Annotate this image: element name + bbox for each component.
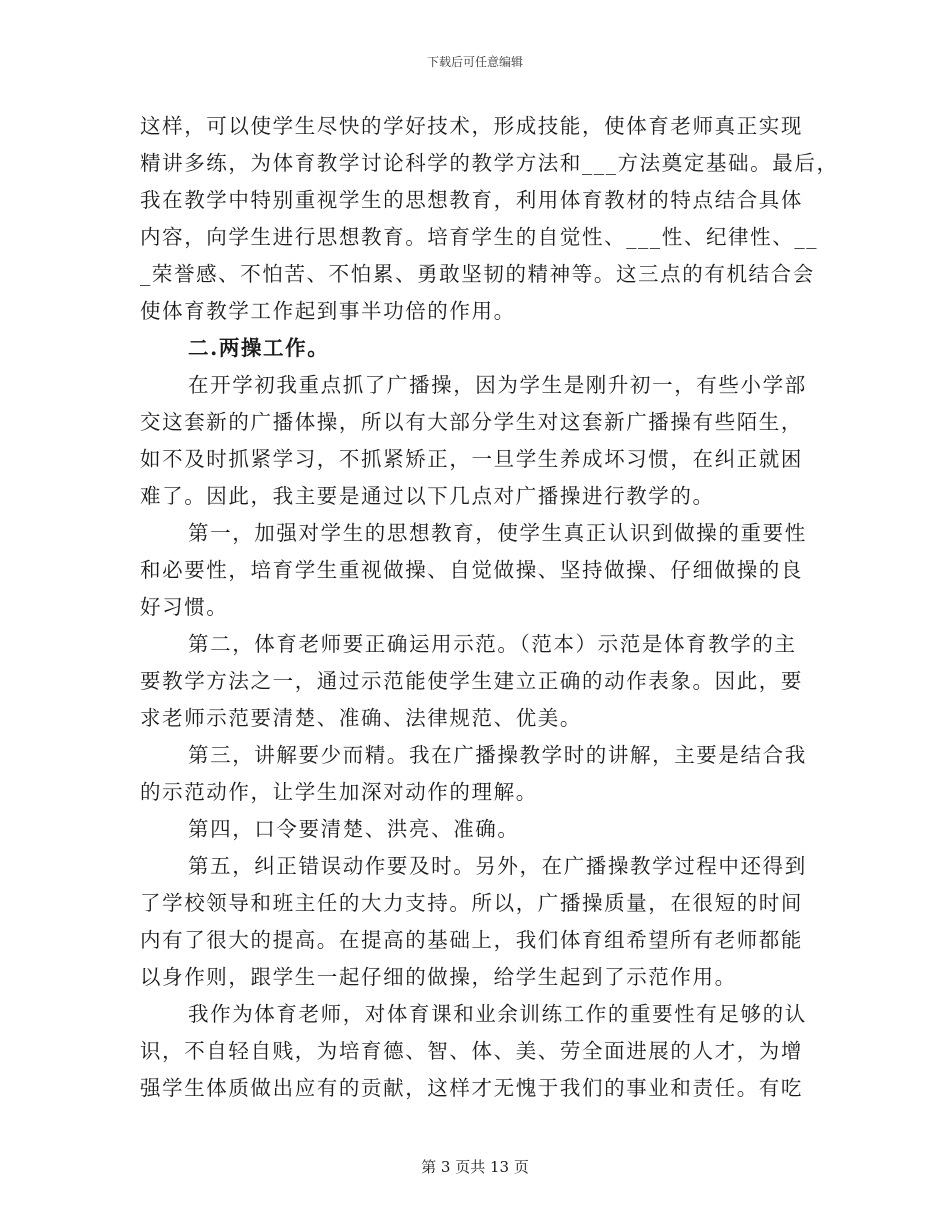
body-line: 如不及时抓紧学习，不抓紧矫正，一旦学生养成坏习惯，在纠正就困 [140, 447, 803, 471]
body-line: 第五，纠正错误动作要及时。另外，在广播操教学过程中还得到 [188, 854, 807, 878]
body-line: 我在教学中特别重视学生的思想教育，利用体育教材的特点结合具体 [140, 188, 803, 212]
body-line: 强学生体质做出应有的贡献，这样才无愧于我们的事业和责任。有吃 [140, 1076, 803, 1100]
body-line: 内有了很大的提高。在提高的基础上，我们体育组希望所有老师都能 [140, 928, 803, 952]
body-line: 第一，加强对学生的思想教育，使学生真正认识到做操的重要性 [188, 521, 807, 545]
body-line: 第二，体育老师要正确运用示范。（范本）示范是体育教学的主 [188, 632, 797, 656]
body-line: 在开学初我重点抓了广播操，因为学生是刚升初一，有些小学部 [188, 373, 807, 397]
page-header: 下载后可任意编辑 [426, 55, 523, 69]
body-line: 以身作则，跟学生一起仔细的做操，给学生起到了示范作用。 [140, 965, 737, 989]
section-heading: 二.两操工作。 [188, 336, 330, 360]
body-line: 的示范动作，让学生加深对动作的理解。 [140, 780, 538, 804]
body-line: 第三，讲解要少而精。我在广播操教学时的讲解，主要是结合我 [188, 743, 807, 767]
page-number: 第 3 页共 13 页 [421, 1158, 529, 1176]
body-line: 第四，口令要清楚、洪亮、准确。 [188, 817, 520, 841]
body-line: 要教学方法之一，通过示范能使学生建立正确的动作表象。因此，要 [140, 669, 803, 693]
body-line: 交这套新的广播体操，所以有大部分学生对这套新广播操有些陌生， [140, 410, 803, 434]
body-line: 这样，可以使学生尽快的学好技术，形成技能，使体育老师真正实现 [140, 114, 803, 138]
body-line: 求老师示范要清楚、准确、法律规范、优美。 [140, 706, 582, 730]
document-body [140, 108, 839, 1107]
body-line: 难了。因此，我主要是通过以下几点对广播操进行教学的。 [140, 484, 715, 508]
body-line: 内容，向学生进行思想教育。培育学生的自觉性、___性、纪律性、__ [140, 225, 819, 249]
body-line: _荣誉感、不怕苦、不怕累、勇敢坚韧的精神等。这三点的有机结合会 [140, 262, 815, 286]
body-line: 和必要性，培育学生重视做操、自觉做操、坚持做操、仔细做操的良 [140, 558, 803, 582]
body-line: 我作为体育老师，对体育课和业余训练工作的重要性有足够的认 [188, 1002, 807, 1026]
body-line: 使体育教学工作起到事半功倍的作用。 [140, 299, 516, 323]
body-line: 好习惯。 [140, 595, 229, 619]
body-line: 识，不自轻自贱，为培育德、智、体、美、劳全面进展的人才，为增 [140, 1039, 803, 1063]
body-line: 精讲多练，为体育教学讨论科学的教学方法和___方法奠定基础。最后， [140, 151, 839, 175]
body-line: 了学校领导和班主任的大力支持。所以，广播操质量，在很短的时间 [140, 891, 803, 915]
